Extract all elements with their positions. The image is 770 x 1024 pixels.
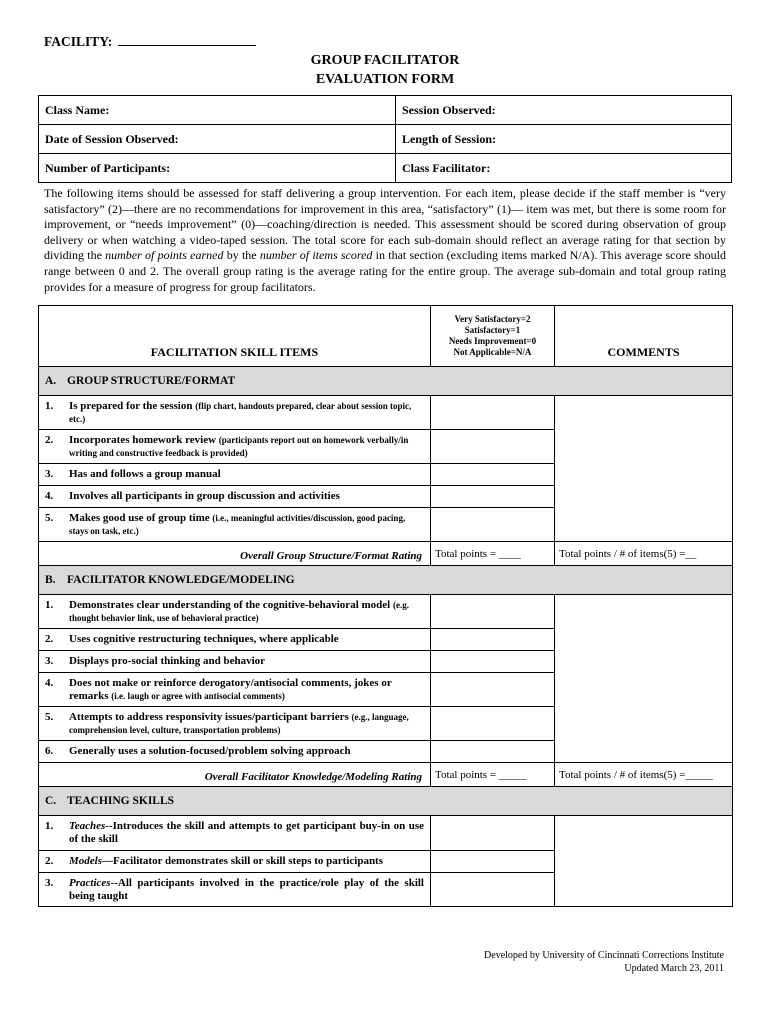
title-line-2: EVALUATION FORM [315,72,455,87]
item-main-text: Makes good use of group time [69,512,213,524]
date-of-session-field[interactable]: Date of Session Observed: [39,125,396,154]
item-main-text: Attempts to address responsivity issues/participant barriers [69,711,352,723]
header-skill-items: FACILITATION SKILL ITEMS [39,306,431,367]
section-title: TEACHING SKILLS [67,795,175,807]
intro-text-2: by the [223,248,260,263]
item-text [69,599,424,625]
item-main-text: Demonstrates clear understanding of the cognitive-behavioral model [69,599,393,611]
rating-input[interactable] [431,707,555,741]
intro-emphasis-1: number of points earned [105,248,224,263]
scale-not-applicable: Not Applicable=N/A [453,347,532,357]
total-points-field[interactable]: Total points = ____ [431,542,555,566]
item-number: 4. [45,490,54,502]
item-sub-text: (i.e., meaningful activities/discussion, good pacing, stays on task, etc.) [69,513,406,536]
item-number: 1. [45,820,54,832]
item-sub-text: (i.e. laugh or agree with antisocial comments) [111,691,285,701]
number-of-participants-field[interactable]: Number of Participants: [39,154,396,183]
comments-input[interactable] [555,396,733,542]
class-name-field[interactable]: Class Name: [39,96,396,125]
item-number: 3. [45,468,54,480]
section-a-rating-row [39,542,733,566]
rating-input[interactable] [431,430,555,464]
section-a-header [39,367,733,396]
item-text: Generally uses a solution-focused/problem solving approach [69,745,351,757]
rating-input[interactable] [431,464,555,486]
scale-satisfactory: Satisfactory=1 [464,325,521,335]
session-observed-field[interactable]: Session Observed: [396,96,732,125]
item-sub-text: (e.g. thought behavior link, use of behavioral practice) [69,600,409,623]
table-row [39,396,733,430]
item-number: 1. [45,599,54,611]
table-row [39,595,733,629]
item-number: 6. [45,745,54,757]
item-number: 2. [45,434,54,446]
table-header-row [39,306,733,367]
item-text: Involves all participants in group discussion and activities [69,490,340,502]
item-main-text: --Introduces the skill and attempts to get participant buy-in on use of the skill [69,820,424,845]
comments-input[interactable] [555,816,733,907]
intro-text-3: in that section (excluding items marked N/A). This average score should range between 0 and 2. The overall group rating is the average rating for the entire group. The average sub-domain and total group rating provides for a measure of progress for group facilitators. [44,248,727,294]
instructions-paragraph [44,186,726,295]
item-text [69,855,424,868]
item-main-text: Does not make or reinforce derogatory/antisocial comments, jokes or remarks [69,677,392,702]
item-number: 5. [45,512,54,524]
item-text: Uses cognitive restructuring techniques, where applicable [69,633,339,645]
header-comments: COMMENTS [555,306,733,367]
intro-emphasis-2: number of items scored [259,248,373,263]
skills-table [38,305,733,907]
item-main-text: --All participants involved in the practice/role play of the skill being taught [69,877,424,902]
item-number: 2. [45,633,54,645]
section-letter: A. [45,375,57,387]
item-number: 5. [45,711,54,723]
item-sub-text: (participants report out on homework verbally/in writing and constructive feedback is provided) [69,435,409,458]
section-title: GROUP STRUCTURE/FORMAT [67,375,236,387]
item-text [69,434,424,460]
footer-line-1: Developed by University of Cincinnati Corrections Institute [484,950,724,961]
footer-line-2: Updated March 23, 2011 [624,962,724,974]
class-facilitator-field[interactable]: Class Facilitator: [396,154,732,183]
section-b-rating-row [39,763,733,787]
section-letter: B. [45,574,56,586]
comments-input[interactable] [555,595,733,763]
table-row [39,816,733,851]
average-rating-field[interactable]: Total points / # of items(5) =_____ [555,763,733,787]
item-main-text: —Facilitator demonstrates skill or skill steps to participants [102,855,384,867]
rating-input[interactable] [431,851,555,873]
section-b-header [39,566,733,595]
item-number: 1. [45,400,54,412]
item-text [69,512,424,538]
scale-very-satisfactory: Very Satisfactory=2 [454,314,531,324]
item-text: Displays pro-social thinking and behavior [69,655,266,667]
form-title [0,51,770,89]
title-line-1: GROUP FACILITATOR [310,53,460,68]
rating-input[interactable] [431,508,555,542]
rating-input[interactable] [431,595,555,629]
rating-input[interactable] [431,486,555,508]
header-rating-scale [431,306,555,367]
item-text [69,400,424,426]
section-c-header [39,787,733,816]
session-info-table [38,95,732,183]
item-number: 2. [45,855,54,867]
item-main-text: Is prepared for the session [69,400,196,412]
facility-blank-line[interactable] [118,33,256,46]
scale-needs-improvement: Needs Improvement=0 [448,336,537,346]
item-number: 4. [45,677,54,689]
total-points-field[interactable]: Total points = _____ [431,763,555,787]
item-number: 3. [45,655,54,667]
length-of-session-field[interactable]: Length of Session: [396,125,732,154]
item-text [69,711,424,737]
item-emphasis: Practices [69,877,111,889]
rating-input[interactable] [431,396,555,430]
facility-field [44,33,256,50]
rating-input[interactable] [431,741,555,763]
item-text: Has and follows a group manual [69,468,221,480]
rating-input[interactable] [431,673,555,707]
item-emphasis: Models [69,855,102,867]
intro-text-1: The following items should be assessed for staff delivering a group intervention. For each item, please decide if the staff member is “very satisfactory” (2)—there are no recommendations for improvement in this area, “satisfactory” (1)— item was met, but there is some room for improvement, or “needs improvement” (0)—coaching/direction is needed. This assessment should be scored during observation of group delivery or when watching a video-taped session. The total score for each sub-domain should reflect an average rating for that section by dividing the [44,186,726,263]
rating-input[interactable] [431,651,555,673]
item-text [69,877,424,903]
facility-label: FACILITY: [44,34,113,49]
item-text [69,677,424,703]
item-sub-text: (e.g., language, comprehension level, culture, transportation problems) [69,712,409,735]
overall-rating-label: Overall Facilitator Knowledge/Modeling Rating [39,763,431,787]
item-text [69,820,424,846]
item-number: 3. [45,877,54,889]
rating-input[interactable] [431,873,555,907]
average-rating-field[interactable]: Total points / # of items(5) =__ [555,542,733,566]
item-emphasis: Teaches [69,820,106,832]
item-main-text: Incorporates homework review [69,434,219,446]
section-title: FACILITATOR KNOWLEDGE/MODELING [67,574,295,586]
rating-input[interactable] [431,816,555,851]
rating-input[interactable] [431,629,555,651]
footer-credit [484,950,724,975]
item-sub-text: (flip chart, handouts prepared, clear about session topic, etc.) [69,401,412,424]
overall-rating-label: Overall Group Structure/Format Rating [39,542,431,566]
section-letter: C. [45,795,57,807]
